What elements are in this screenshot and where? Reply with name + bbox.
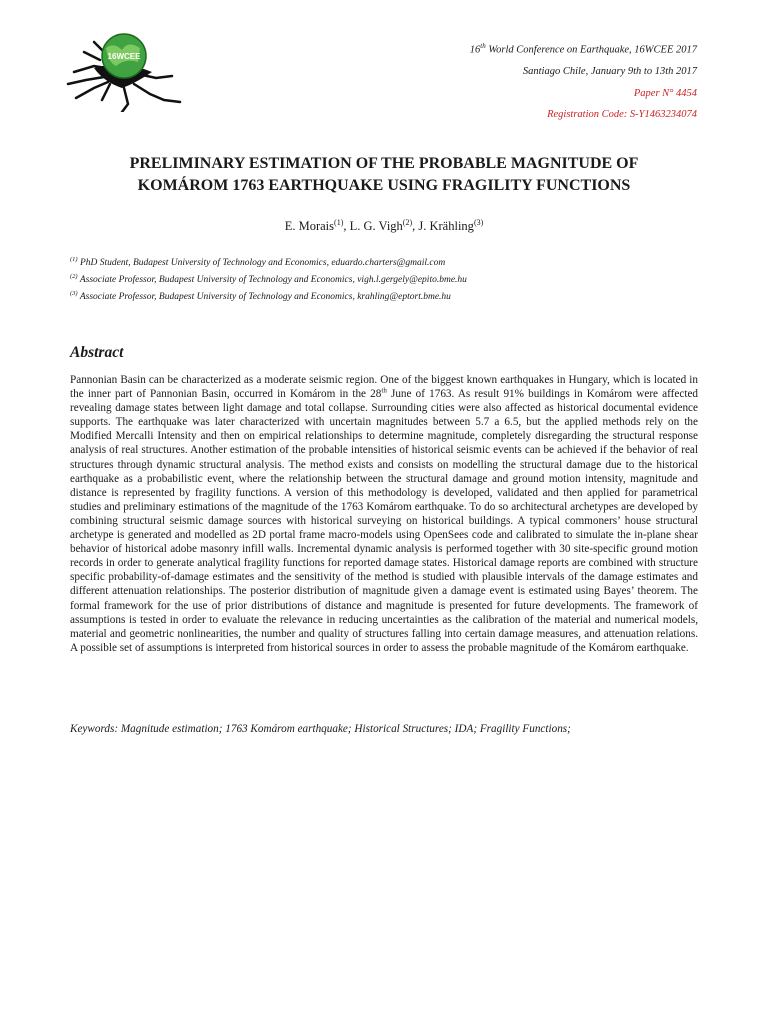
author-name: E. Morais — [284, 219, 335, 234]
affiliation: $^{(1)}$ PhD Student, Budapest University of Technology and Economics, eduardo.charters@gmail.com — [70, 256, 446, 269]
affiliation: $^{(3)}$ Associate Professor, Budapest University of Technology and Economics, krahling@eptort.bme.hu — [70, 290, 451, 303]
conference-line: 16th World Conference on Earthquake, 16WCEE 2017 — [469, 42, 697, 56]
paper-number: Paper N° 4454 — [633, 87, 697, 99]
abstract-heading: Abstract — [70, 344, 124, 361]
keywords: Keywords: Magnitude estimation; 1763 Komárom earthquake; Historical Structures; IDA; Fragility Functions; — [70, 723, 571, 735]
registration-code: Registration Code: S-Y1463234074 — [547, 109, 697, 120]
logo-text: 16WCEE — [107, 52, 141, 61]
affiliations — [70, 253, 698, 304]
affiliation: $^{(2)}$ Associate Professor, Budapest University of Technology and Economics, vigh.l.gergely@epito.bme.hu — [70, 273, 467, 286]
author-name: J. Krähling — [418, 219, 474, 234]
paper-title: PRELIMINARY ESTIMATION OF THE PROBABLE MAGNITUDE OF KOMÁROM 1763 EARTHQUAKE USING FRAGILITY FUNCTIONS — [129, 155, 639, 194]
author-name: L. G. Vigh — [349, 219, 403, 234]
location-date: Santiago Chile, January 9th to 13th 2017 — [522, 66, 697, 77]
authors: E. Morais$^{(1)}$, L. G. Vigh$^{(2)}$, J. Krähling$^{(3)}$ — [284, 218, 484, 234]
conference-logo — [64, 22, 186, 112]
conference-header — [470, 36, 697, 126]
abstract-body: Pannonian Basin can be characterized as a moderate seismic region. One of the biggest known earthquakes in Hungary, which is located in the inner part of Pannonian Basin, occurred in Komárom in the 28th June of 1763. As result 91% buildings in Komárom were affected revealing damage states between light damage and total collapse. Surrounding cities were also affected as historical documental evidence supports. The earthquake was later characterized with uncertain magnitudes between 5.7 a 6.5, but the applied methods rely on the Modified Mercalli Intensity and then on empirical relationships to determine magnitude, completely disregarding the structural response analysis of real structures. Another estimation of the probable intensities of historical seismic events can be achieved if the behavior of real structures through dynamic structural analysis. The method exists and consists on modelling the structural damage due to the historical earthquake as a probabilistic event, where the relationship between the structural damage and ground motion intensity, magnitude and distance is represented by fragility functions. A version of this methodology is developed, validated and then applied for parametrical studies and preliminary estimations of the magnitude of the 1763 Komárom earthquake. To do so architectural archetypes are developed by combining structural seismic damage sources with historical surveying on historical buildings. A typical commoners’ house structural archetype is generated and modelled as 2D portal frame macro-models using OpenSees code and calibrated to simulate the in-plane shear behavior of historical adobe masonry infill walls. Incremental dynamic analysis is performed together with 30 site-specific ground motion records in order to generate analytical fragility functions for reported damage states. Historical damage reports are combined with structure specific probability-of-damage estimates and the sensitivity of the method is studied with plausible intervals of the damage estimates and different attenuation relationships. The posterior distribution of magnitude given a damage event is estimated using Bayes’ theorem. The formal framework for the use of prior distributions of distance and magnitude is presented for future developments. The framework of assumptions is tested in order to evaluate the relevance in reducing uncertainties as the calibration of the material and numerical models, material and geometric nonlinearities, the number and quality of structures falling into certain damage measures, and attenuation relations. A possible set of assumptions is interpreted from historical sources in order to assess the probable magnitude of the Komárom earthquake. — [70, 374, 698, 654]
